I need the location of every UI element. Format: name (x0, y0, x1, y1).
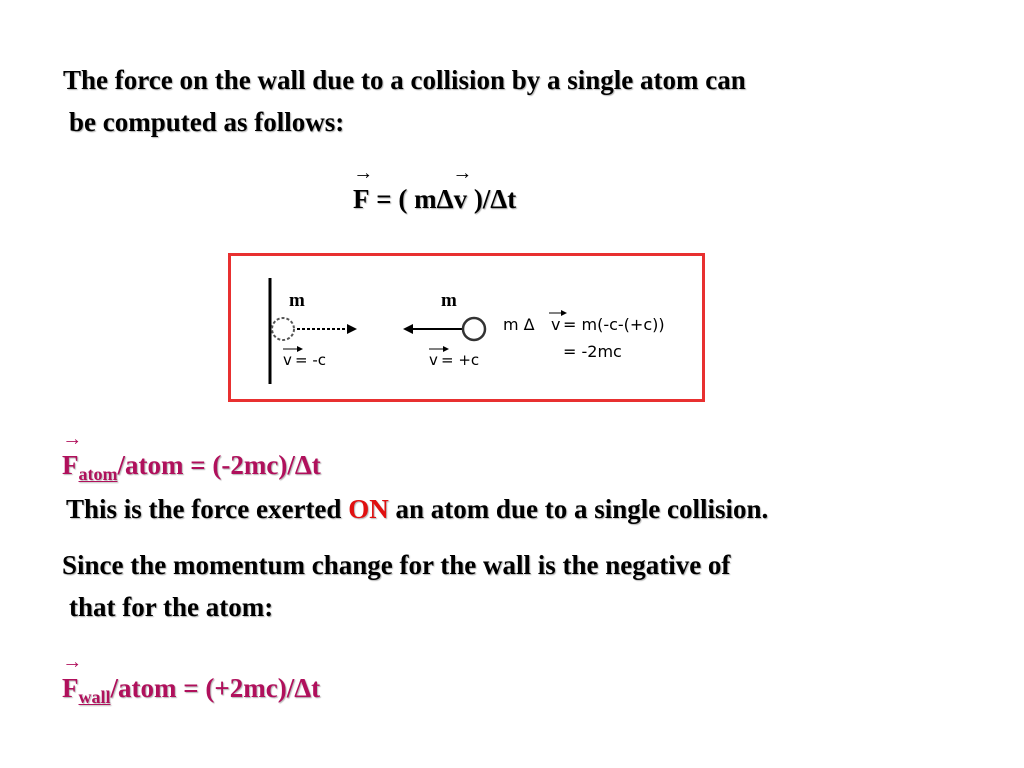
velocity-left-symbol: v (283, 351, 292, 369)
velocity-right-value: = +c (441, 351, 480, 369)
on-emphasis: ON (348, 494, 389, 524)
since-line-1: Since the momentum change for the wall is the negative of (62, 550, 731, 580)
momentum-change-v: v (551, 315, 561, 334)
wall-force-formula: → $F_{wall}$/atom = (+2mc)/Δt (62, 651, 321, 707)
atom-left-icon (272, 318, 294, 340)
atom-force-formula: → $F_{atom}$/atom = (-2mc)/Δt (62, 428, 321, 484)
force-vector: → F (62, 651, 83, 703)
collision-diagram-svg (231, 256, 702, 399)
exerted-statement: This is the force exerted ON an atom due to a single collision. (66, 494, 769, 524)
velocity-left-value: = -c (295, 351, 326, 369)
since-line-2: that for the atom: (69, 592, 274, 622)
momentum-change-eq: = m(-c-(+c)) (563, 315, 665, 334)
force-formula: → F = ( mΔ → v )/Δt (353, 162, 517, 214)
collision-diagram (228, 253, 705, 402)
atom-right-icon (463, 318, 485, 340)
force-vector: → F (62, 428, 83, 480)
vector-arrow-icon: → (353, 162, 374, 184)
mass-label-right: m (441, 290, 457, 311)
vector-arrow-icon: → (452, 162, 473, 184)
momentum-change-prefix: m Δ (503, 315, 535, 334)
arrow-right-icon (347, 324, 357, 334)
mass-label-left: m (289, 290, 305, 311)
arrow-left-icon (403, 324, 413, 334)
velocity-right-symbol: v (429, 351, 438, 369)
vector-arrow-icon: → (62, 428, 83, 450)
vector-arrow-icon: → (62, 651, 83, 673)
velocity-vector: → v (452, 162, 473, 214)
intro-line-2: be computed as follows: (69, 107, 345, 137)
momentum-change-result: = -2mc (563, 342, 622, 361)
intro-line-1: The force on the wall due to a collision by a single atom can (63, 65, 746, 95)
force-vector: → F (353, 162, 374, 214)
